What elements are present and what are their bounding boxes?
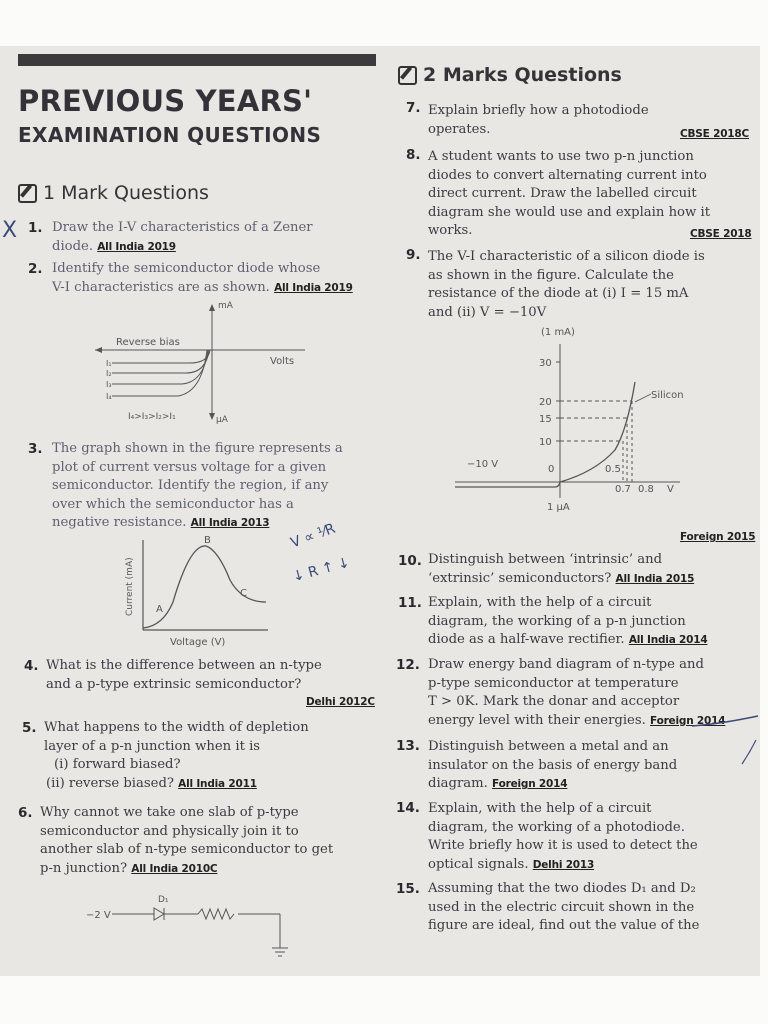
figure-zener-vi: [90, 298, 310, 430]
resistor: [198, 909, 234, 919]
question-6: [40, 804, 380, 878]
curve-label: Silicon: [651, 390, 684, 401]
question-number: 5.: [22, 720, 37, 736]
question-2: [52, 260, 382, 297]
source-tag: Delhi 2012C: [306, 696, 375, 708]
edit-icon: [18, 184, 37, 203]
question-line: The graph shown in the figure represents a: [52, 441, 343, 456]
question-number: 7.: [406, 100, 421, 116]
ink-stroke: [692, 716, 758, 726]
question-line: resistance of the diode at (i) I = 15 mA: [428, 286, 689, 301]
question-line: (i) forward biased?: [54, 757, 181, 772]
y-tick-label: 10: [539, 437, 552, 448]
question-line: diode.: [52, 238, 94, 254]
question-line: diagram.: [428, 776, 488, 791]
question-line: layer of a p-n junction when it is: [44, 738, 261, 754]
y-tick-label: 30: [539, 358, 552, 369]
question-line: Identify the semiconductor diode whose: [52, 261, 321, 276]
source-tag: Foreign 2014: [650, 714, 726, 727]
handwritten-cross: X: [2, 218, 18, 243]
source-tag: All India 2010C: [131, 862, 218, 875]
y-axis-label: mA: [218, 301, 233, 311]
x-axis-label: Voltage (V): [170, 637, 226, 648]
section-two-marks-label: 2 Marks Questions: [423, 64, 622, 86]
iv-curve: [143, 546, 266, 628]
section-two-marks: [398, 64, 622, 86]
question-11: [428, 594, 748, 650]
source-tag: All India 2019: [97, 240, 176, 253]
source-tag: All India 2013: [190, 517, 270, 529]
question-line: diodes to convert alternating current into: [428, 167, 707, 183]
region-label: Reverse bias: [116, 337, 180, 348]
source-tag: Foreign 2015: [680, 531, 756, 543]
bottom-unit: μA: [216, 415, 228, 425]
question-number: 15.: [396, 881, 420, 897]
question-line: diagram, the working of a photodiode.: [428, 819, 685, 835]
question-line: p-type semiconductor at temperature: [428, 675, 679, 691]
handwritten-note: ↓ R ↑ ↓: [290, 554, 352, 586]
question-line: plot of current versus voltage for a given: [52, 459, 327, 475]
point-b: B: [204, 535, 211, 546]
question-line: figure are ideal, find out the value of the: [428, 918, 700, 933]
page-subtitle: EXAMINATION QUESTIONS: [18, 123, 322, 147]
current-relation: I₄>I₃>I₂>I₁: [128, 412, 176, 422]
question-line: semiconductor. Identify the region, if any: [52, 478, 329, 493]
page-title: PREVIOUS YEARS': [18, 84, 313, 118]
diode-symbol: [154, 908, 164, 920]
question-number: 9.: [406, 247, 421, 263]
source-tag: CBSE 2018: [690, 228, 752, 240]
question-number: 6.: [18, 805, 33, 821]
question-line: Draw the I-V characteristics of a Zener: [52, 220, 313, 235]
question-line: over which the semiconductor has a: [52, 496, 294, 512]
question-line: What is the difference between an n-type: [46, 658, 322, 673]
question-9: [428, 248, 748, 322]
question-10: [428, 551, 748, 588]
bottom-label: 1 μA: [547, 502, 570, 513]
question-line: Distinguish between ‘intrinsic’ and: [428, 552, 663, 567]
question-line: Draw energy band diagram of n-type and: [428, 657, 704, 672]
question-line: optical signals.: [428, 856, 529, 872]
y-tick-label: 20: [539, 397, 552, 408]
curve-label: I₁: [106, 359, 112, 368]
question-line: Distinguish between a metal and an: [428, 739, 669, 754]
question-line: (ii) reverse biased?: [46, 775, 174, 791]
question-line: and a p-type extrinsic semiconductor?: [46, 676, 302, 692]
figure-q15-circuit: [80, 890, 320, 974]
arrowhead: [209, 304, 215, 311]
voltage-label: −2 V: [86, 910, 111, 921]
edit-icon: [398, 66, 417, 85]
y-axis-label: Current (mA): [125, 557, 135, 616]
arrowhead: [95, 347, 102, 353]
question-line: another slab of n-type semiconductor to get: [40, 842, 334, 857]
source-tag: Delhi 2013: [532, 858, 595, 871]
x-axis-label: Volts: [270, 356, 295, 367]
handwritten-marks: [690, 712, 760, 772]
x-tick-label: 0.7: [615, 484, 631, 495]
curve-label: I₄: [106, 392, 112, 401]
x-unit-label: V: [667, 484, 674, 495]
question-line: negative resistance.: [52, 515, 187, 530]
question-line: Explain, with the help of a circuit: [428, 595, 652, 610]
question-line: semiconductor and physically join it to: [40, 823, 299, 839]
section-one-mark: [18, 182, 209, 204]
curve-i2: [112, 350, 209, 373]
question-line: as shown in the figure. Calculate the: [428, 267, 674, 283]
question-number: 14.: [396, 800, 420, 816]
question-line: Why cannot we take one slab of p-type: [40, 805, 299, 820]
question-line: A student wants to use two p-n junction: [428, 149, 694, 164]
question-line: T > 0K. Mark the donar and acceptor: [428, 694, 680, 709]
curve-i3: [112, 350, 208, 384]
x-tick-label: 0.5: [605, 464, 621, 475]
question-3: [52, 440, 382, 533]
question-line: and (ii) V = −10V: [428, 304, 547, 320]
diode-label: D₁: [158, 895, 169, 905]
question-line: energy level with their energies.: [428, 712, 646, 728]
point-a: A: [156, 604, 163, 615]
top-label: (1 mA): [541, 327, 575, 338]
ink-stroke: [742, 740, 756, 764]
source-tag: Foreign 2014: [492, 778, 568, 790]
question-line: p-n junction?: [40, 860, 128, 876]
source-tag: All India 2015: [615, 572, 695, 585]
neg-voltage-label: −10 V: [467, 459, 499, 470]
header-band: [18, 54, 376, 66]
curve-label: I₂: [106, 369, 112, 378]
question-4: [46, 657, 376, 694]
question-line: diagram, the working of a p-n junction: [428, 613, 686, 629]
question-line: diode as a half-wave rectifier.: [428, 632, 625, 647]
question-line: ‘extrinsic’ semiconductors?: [428, 570, 612, 586]
question-number: 12.: [396, 657, 420, 673]
question-number: 11.: [398, 595, 422, 611]
question-5: [44, 719, 374, 793]
question-15: [428, 880, 748, 936]
question-number: 3.: [28, 441, 43, 457]
question-number: 1.: [28, 220, 43, 236]
figure-silicon-diode: [455, 322, 705, 514]
question-number: 2.: [28, 261, 43, 277]
figure-negative-resistance: [118, 532, 278, 652]
question-line: What happens to the width of depletion: [44, 720, 309, 735]
origin-label: 0: [548, 464, 555, 475]
question-line: Explain, with the help of a circuit: [428, 801, 652, 816]
question-line: Assuming that the two diodes D₁ and D₂: [428, 881, 696, 896]
source-tag: CBSE 2018C: [680, 128, 750, 140]
section-one-mark-label: 1 Mark Questions: [43, 182, 209, 204]
curve-label: I₃: [106, 380, 112, 389]
question-line: V-I characteristics are as shown.: [52, 279, 270, 295]
question-number: 8.: [406, 147, 421, 163]
question-line: insulator on the basis of energy band: [428, 757, 678, 773]
label-pointer: [635, 394, 651, 402]
source-tag: All India 2019: [274, 281, 353, 294]
handwritten-note: V ∝ ¹⁄R: [288, 520, 338, 552]
arrowhead: [209, 413, 215, 420]
question-1: [52, 219, 372, 256]
question-number: 10.: [398, 553, 422, 569]
curve-i1: [112, 350, 210, 363]
question-line: Write briefly how it is used to detect the: [428, 838, 698, 853]
point-c: C: [240, 588, 247, 599]
question-line: works.: [428, 223, 473, 238]
source-tag: All India 2011: [178, 777, 257, 790]
question-line: diagram she would use and explain how it: [428, 204, 710, 220]
question-line: The V-I characteristic of a silicon diode is: [428, 249, 705, 264]
question-8: [428, 148, 748, 241]
source-tag: All India 2014: [628, 634, 708, 646]
question-line: operates.: [428, 121, 491, 137]
x-tick-label: 0.8: [638, 484, 654, 495]
y-tick-label: 15: [539, 414, 552, 425]
question-14: [428, 800, 748, 874]
question-line: direct current. Draw the labelled circuit: [428, 186, 697, 201]
question-line: Explain briefly how a photodiode: [428, 103, 649, 118]
question-number: 13.: [396, 738, 420, 754]
question-number: 4.: [24, 658, 39, 674]
question-line: used in the electric circuit shown in the: [428, 899, 695, 915]
